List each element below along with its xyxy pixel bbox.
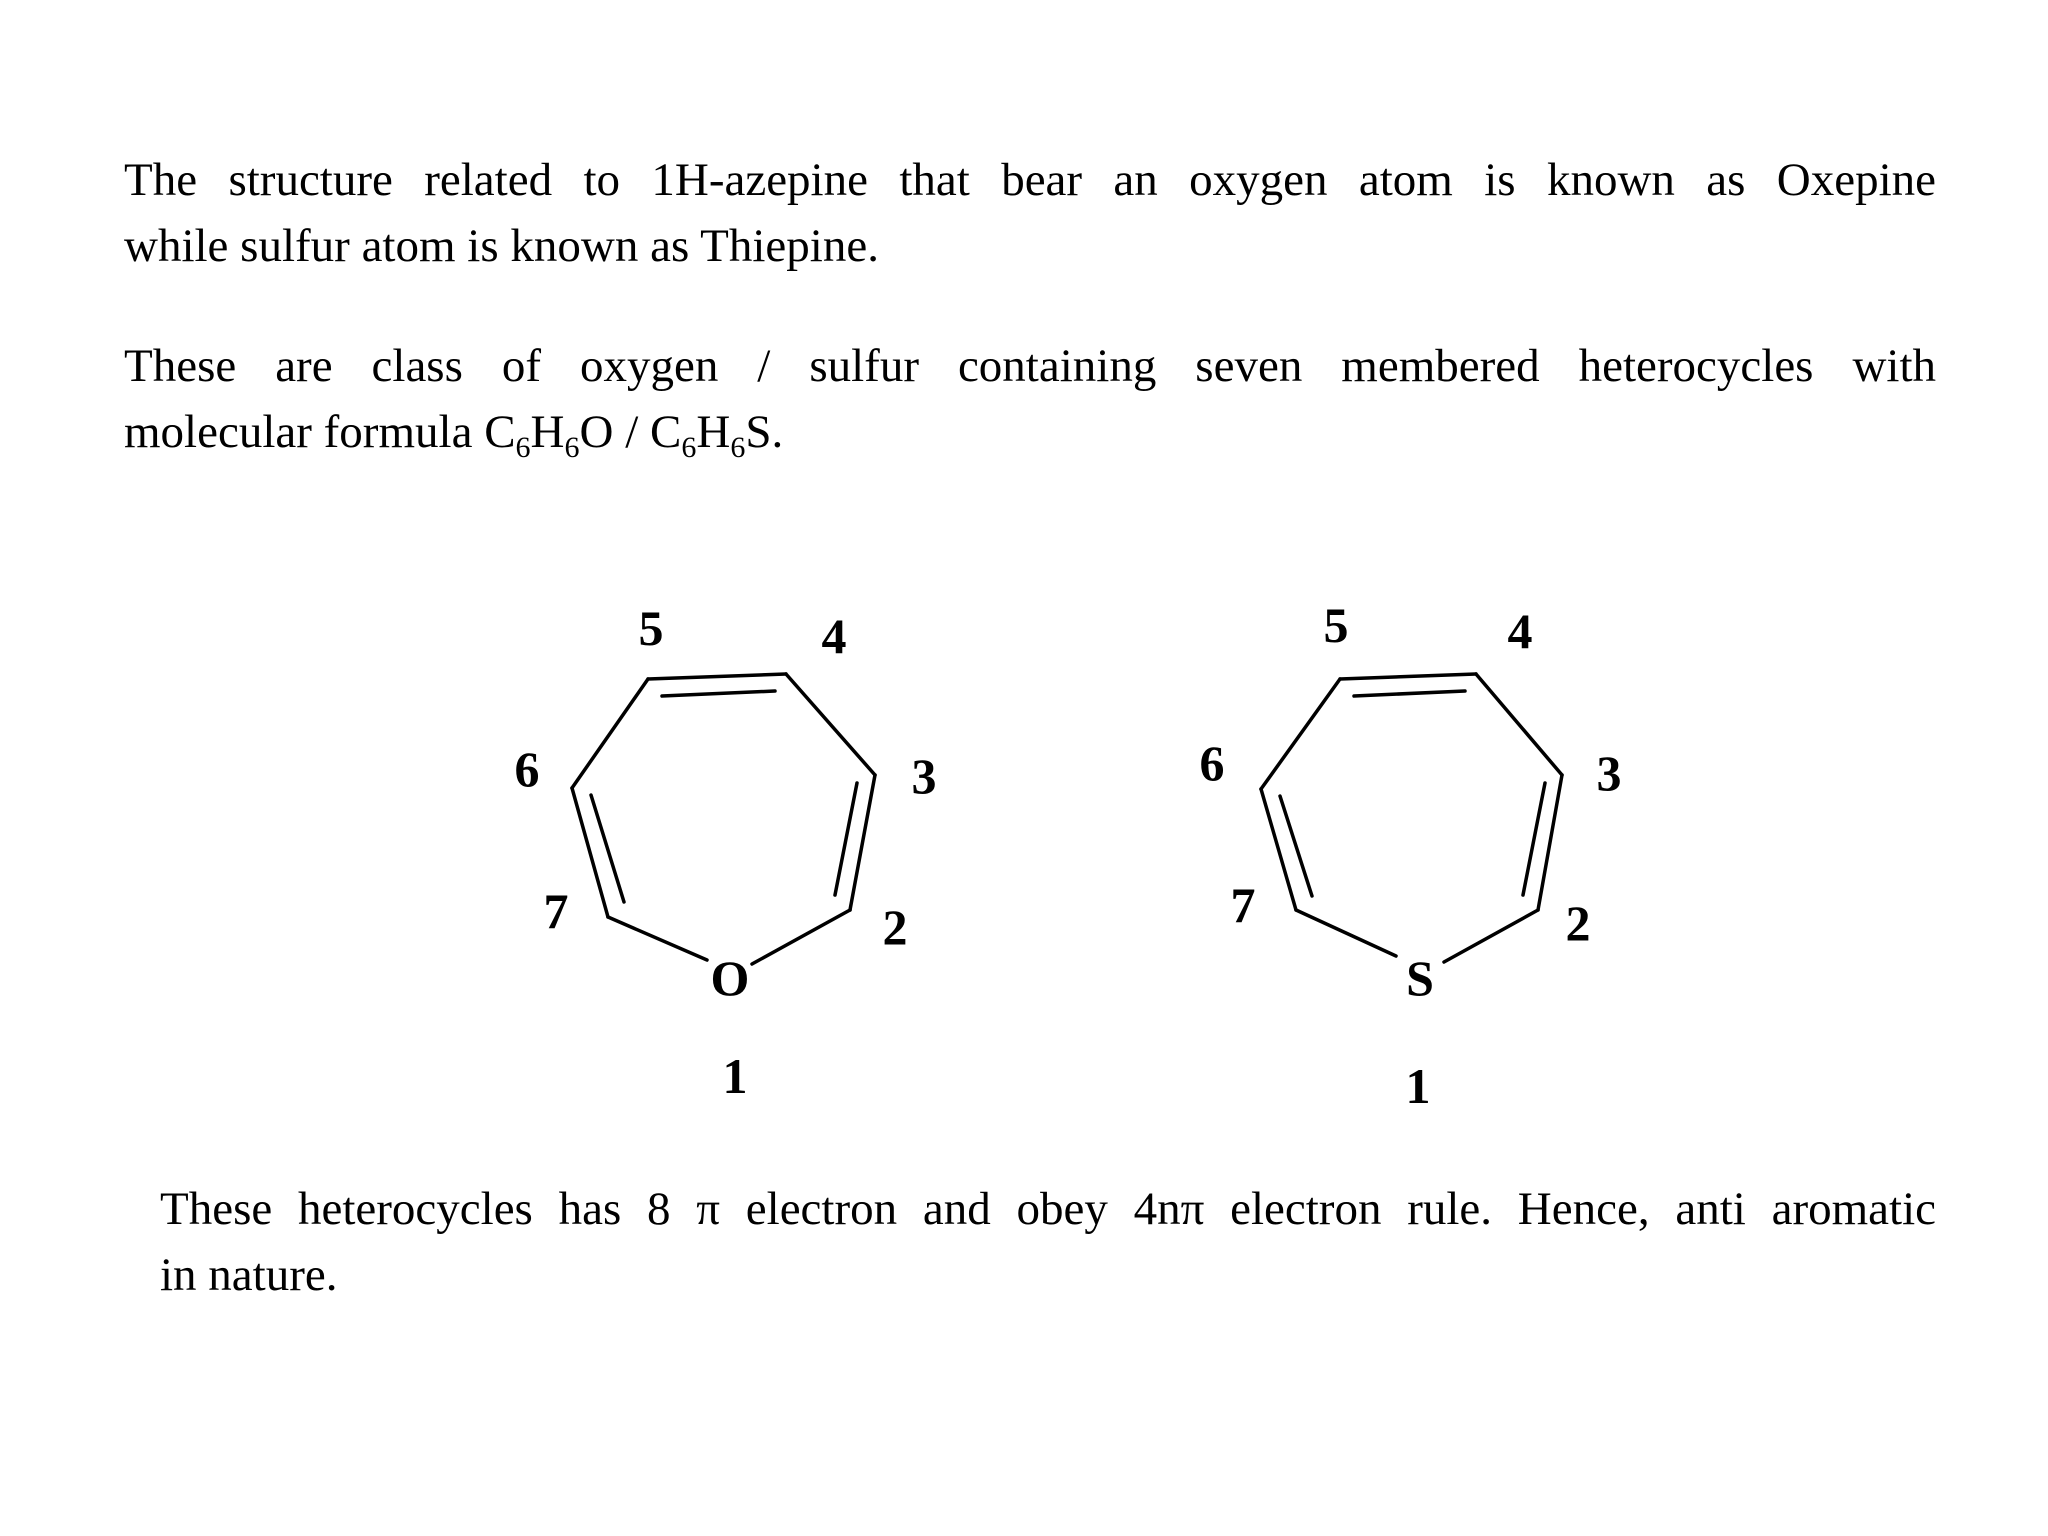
thiepine-bond-1-7 xyxy=(1296,910,1396,956)
thiepine-sulfur-atom: S xyxy=(1406,950,1434,1006)
oxepine-bond-5-4-double xyxy=(662,691,775,696)
formula-sub-3: 6 xyxy=(681,431,697,464)
formula-suffix: S. xyxy=(745,406,784,458)
formula-sub-2: 6 xyxy=(564,431,580,464)
thiepine-bond-7-6 xyxy=(1261,789,1296,910)
thiepine-bond-5-4 xyxy=(1340,674,1476,679)
thiepine-label-7: 7 xyxy=(1230,877,1256,933)
oxepine-bond-1-7 xyxy=(608,917,707,960)
thiepine-structure xyxy=(1200,597,1622,1114)
oxepine-bond-5-4 xyxy=(648,674,786,679)
oxepine-label-1: 1 xyxy=(722,1048,748,1104)
thiepine-label-5: 5 xyxy=(1323,597,1349,653)
formula-h-2: H xyxy=(696,406,731,458)
oxepine-bond-4-3 xyxy=(786,674,875,775)
thiepine-bond-4-3 xyxy=(1476,674,1562,775)
thiepine-label-4: 4 xyxy=(1507,603,1533,659)
thiepine-bond-6-5 xyxy=(1261,679,1340,789)
thiepine-label-6: 6 xyxy=(1199,735,1225,791)
thiepine-bond-7-6-double xyxy=(1280,796,1312,896)
formula-h-1: H xyxy=(530,406,565,458)
thiepine-bond-3-2 xyxy=(1538,775,1562,910)
oxepine-bond-7-6-double xyxy=(591,795,624,902)
thiepine-bond-2-1 xyxy=(1444,910,1538,962)
formula-paragraph xyxy=(124,333,1936,465)
formula-sub-4: 6 xyxy=(730,431,746,464)
intro-line-1: The structure related to 1H-azepine that bear an oxygen atom is known as Oxepine xyxy=(124,154,1936,206)
formula-sub-1: 6 xyxy=(515,431,531,464)
thiepine-bond-3-2-double xyxy=(1523,783,1545,895)
formula-mid: O / C xyxy=(579,406,682,458)
intro-paragraph xyxy=(124,147,1936,279)
thiepine-bond-5-4-double xyxy=(1354,691,1465,696)
oxepine-label-6: 6 xyxy=(514,741,540,797)
thiepine-label-3: 3 xyxy=(1596,745,1622,801)
oxepine-label-4: 4 xyxy=(821,608,847,664)
thiepine-label-2: 2 xyxy=(1565,895,1591,951)
formula-line-1: These are class of oxygen / sulfur containing seven membered heterocycles with xyxy=(124,340,1936,392)
aromaticity-paragraph xyxy=(160,1176,1936,1308)
oxepine-label-7: 7 xyxy=(543,883,569,939)
oxepine-label-2: 2 xyxy=(882,899,908,955)
oxepine-bond-3-2 xyxy=(850,775,875,910)
intro-line-2: while sulfur atom is known as Thiepine. xyxy=(124,220,879,272)
formula-prefix: molecular formula C xyxy=(124,406,516,458)
oxepine-bond-2-1 xyxy=(752,910,850,964)
oxepine-bond-7-6 xyxy=(572,788,608,917)
thiepine-label-1: 1 xyxy=(1405,1058,1431,1114)
oxepine-structure xyxy=(515,600,937,1104)
oxepine-bond-3-2-double xyxy=(835,783,857,895)
oxepine-label-5: 5 xyxy=(638,600,664,656)
aromaticity-line-1: These heterocycles has 8 π electron and obey 4nπ electron rule. Hence, anti aromatic xyxy=(160,1183,1936,1235)
oxepine-bond-6-5 xyxy=(572,679,648,788)
aromaticity-line-2: in nature. xyxy=(160,1249,338,1301)
oxepine-label-3: 3 xyxy=(911,748,937,804)
formula-line-2 xyxy=(124,399,1936,465)
oxepine-oxygen-atom: O xyxy=(710,950,750,1006)
